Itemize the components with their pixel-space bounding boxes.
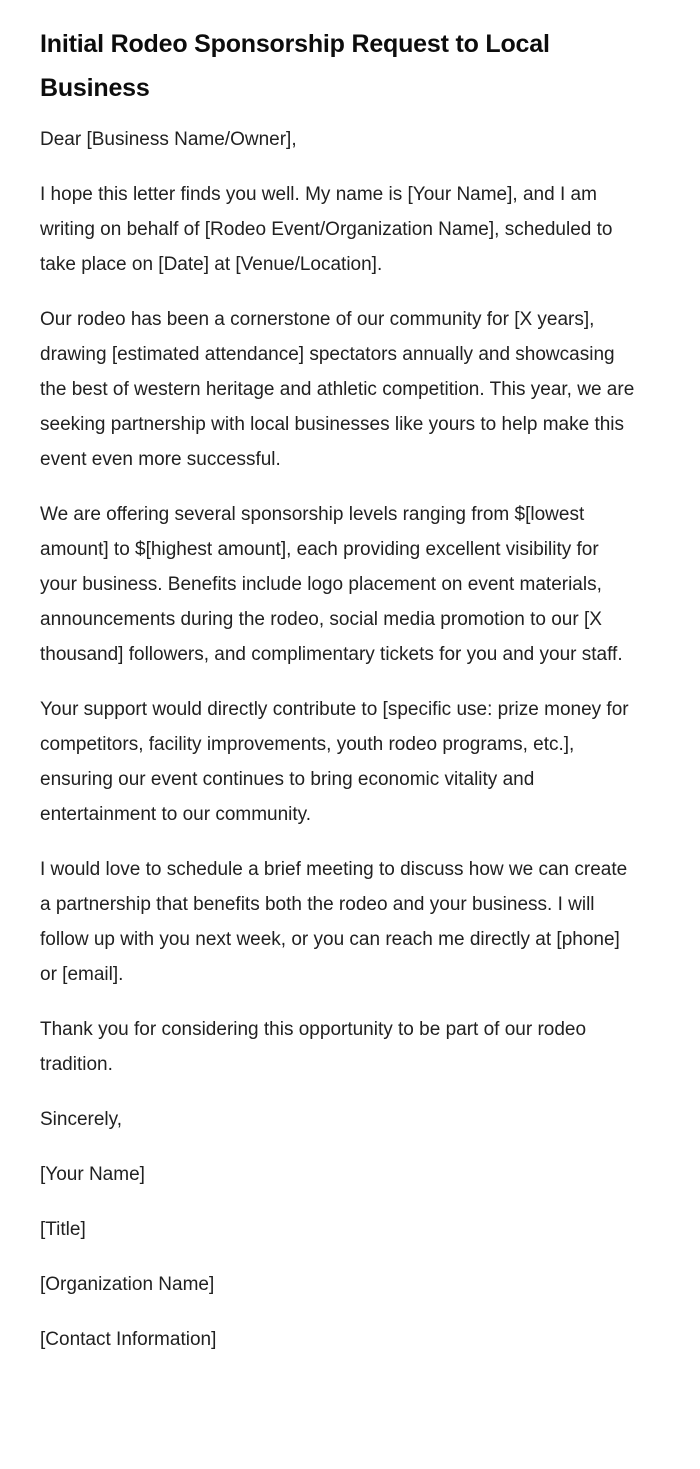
body-paragraph-sponsorship-levels: We are offering several sponsorship levels ranging from $[lowest amount] to $[highest amount], each providing excellent visibility for your business. Benefits include logo placement on event materials, announcements during the rodeo, social media promotion to our [X thousand] followers, and complimentary tickets for you and your staff.	[40, 504, 623, 665]
body-paragraph-thanks: Thank you for considering this opportunity to be part of our rodeo tradition.	[40, 1019, 587, 1075]
body-paragraph-intro: I hope this letter finds you well. My name is [Your Name], and I am writing on behalf of [Rodeo Event/Organization Name], scheduled to take place on [Date] at [Venue/Location].	[40, 184, 613, 275]
body-paragraph-history: Our rodeo has been a cornerstone of our community for [X years], drawing [estimated attendance] spectators annually and showcasing the best of western heritage and athletic competition. This year, we are seeking partnership with local businesses like yours to help make this event even more successful.	[40, 309, 635, 470]
signature-title-placeholder: [Title]	[40, 1219, 86, 1240]
salutation-line: Dear [Business Name/Owner],	[40, 129, 297, 150]
signature-contact-placeholder: [Contact Information]	[40, 1329, 217, 1350]
signature-organization-placeholder: [Organization Name]	[40, 1274, 215, 1295]
signature-name-placeholder: [Your Name]	[40, 1164, 145, 1185]
page-title: Initial Rodeo Sponsorship Request to Local Business	[40, 30, 550, 102]
closing-line: Sincerely,	[40, 1109, 123, 1130]
body-paragraph-meeting-request: I would love to schedule a brief meeting to discuss how we can create a partnership that benefits both the rodeo and your business. I will follow up with you next week, or you can reach me directly at [phone] or [email].	[40, 859, 628, 985]
body-paragraph-support-use: Your support would directly contribute to [specific use: prize money for competitors, facility improvements, youth rodeo programs, etc.], ensuring our event continues to bring economic vitality and entertainment to our community.	[40, 699, 629, 825]
